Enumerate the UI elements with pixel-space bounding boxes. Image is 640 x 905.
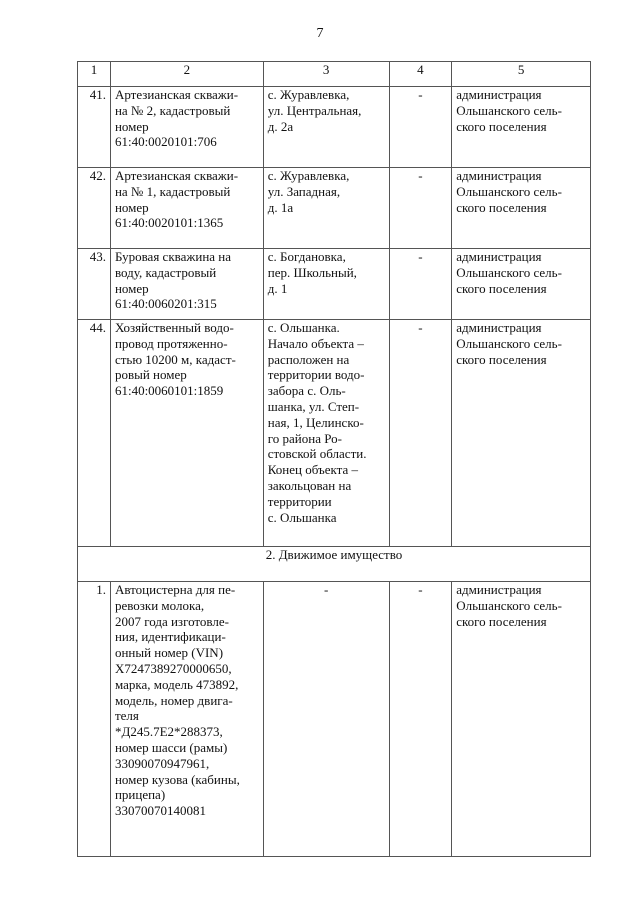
row-number: 42. (78, 168, 111, 249)
table-row (78, 87, 591, 168)
table-row (78, 320, 591, 547)
object-address: - (263, 582, 389, 857)
page-number: 7 (316, 26, 324, 41)
header-cell-5: 5 (452, 62, 591, 87)
header-cell-4: 4 (389, 62, 452, 87)
table-row (78, 168, 591, 249)
property-registry-table (77, 61, 591, 857)
table-row (78, 249, 591, 320)
object-name: Автоцистерна для пе- ревозки молока, 2007 года изготовле- ния, идентификаци- онный номер (VIN) X7247389270000650, марка, модель 473892, модель, номер двига- теля *Д245.7Е2*288373, номер шасси (рамы) 33090070947961, номер кузова (кабины, прицепа) 33070070140081 (110, 582, 263, 857)
object-address: с. Богдановка, пер. Школьный, д. 1 (263, 249, 389, 320)
object-holder: администрация Ольшанского сель- ского поселения (452, 87, 591, 168)
object-area: - (389, 87, 452, 168)
object-area: - (389, 168, 452, 249)
object-name: Артезианская скважи- на № 1, кадастровый номер 61:40:0020101:1365 (110, 168, 263, 249)
object-name: Буровая скважина на воду, кадастровый номер 61:40:0060201:315 (110, 249, 263, 320)
object-name: Артезианская скважи- на № 2, кадастровый номер 61:40:0020101:706 (110, 87, 263, 168)
object-holder: администрация Ольшанского сель- ского поселения (452, 249, 591, 320)
section-title: 2. Движимое имущество (78, 547, 591, 582)
section-header-row (78, 547, 591, 582)
object-address: с. Журавлевка, ул. Центральная, д. 2а (263, 87, 389, 168)
row-number: 41. (78, 87, 111, 168)
row-number: 43. (78, 249, 111, 320)
row-number: 1. (78, 582, 111, 857)
table-header-row (78, 62, 591, 87)
object-name: Хозяйственный водо- провод протяженно- стью 10200 м, кадаст- ровый номер 61:40:0060101:1859 (110, 320, 263, 547)
object-holder: администрация Ольшанского сель- ского поселения (452, 320, 591, 547)
row-number: 44. (78, 320, 111, 547)
header-cell-2: 2 (110, 62, 263, 87)
object-holder: администрация Ольшанского сель- ского поселения (452, 168, 591, 249)
object-address: с. Журавлевка, ул. Западная, д. 1а (263, 168, 389, 249)
object-address: с. Ольшанка. Начало объекта – расположен на территории водо- забора с. Оль- шанка, ул. Степ- ная, 1, Целинско- го района Ро- стовской области. Конец объекта – закольцован на территории с. Ольшанка (263, 320, 389, 547)
object-area: - (389, 249, 452, 320)
header-cell-3: 3 (263, 62, 389, 87)
object-area: - (389, 320, 452, 547)
object-holder: администрация Ольшанского сель- ского поселения (452, 582, 591, 857)
header-cell-1: 1 (78, 62, 111, 87)
table-row (78, 582, 591, 857)
object-area: - (389, 582, 452, 857)
